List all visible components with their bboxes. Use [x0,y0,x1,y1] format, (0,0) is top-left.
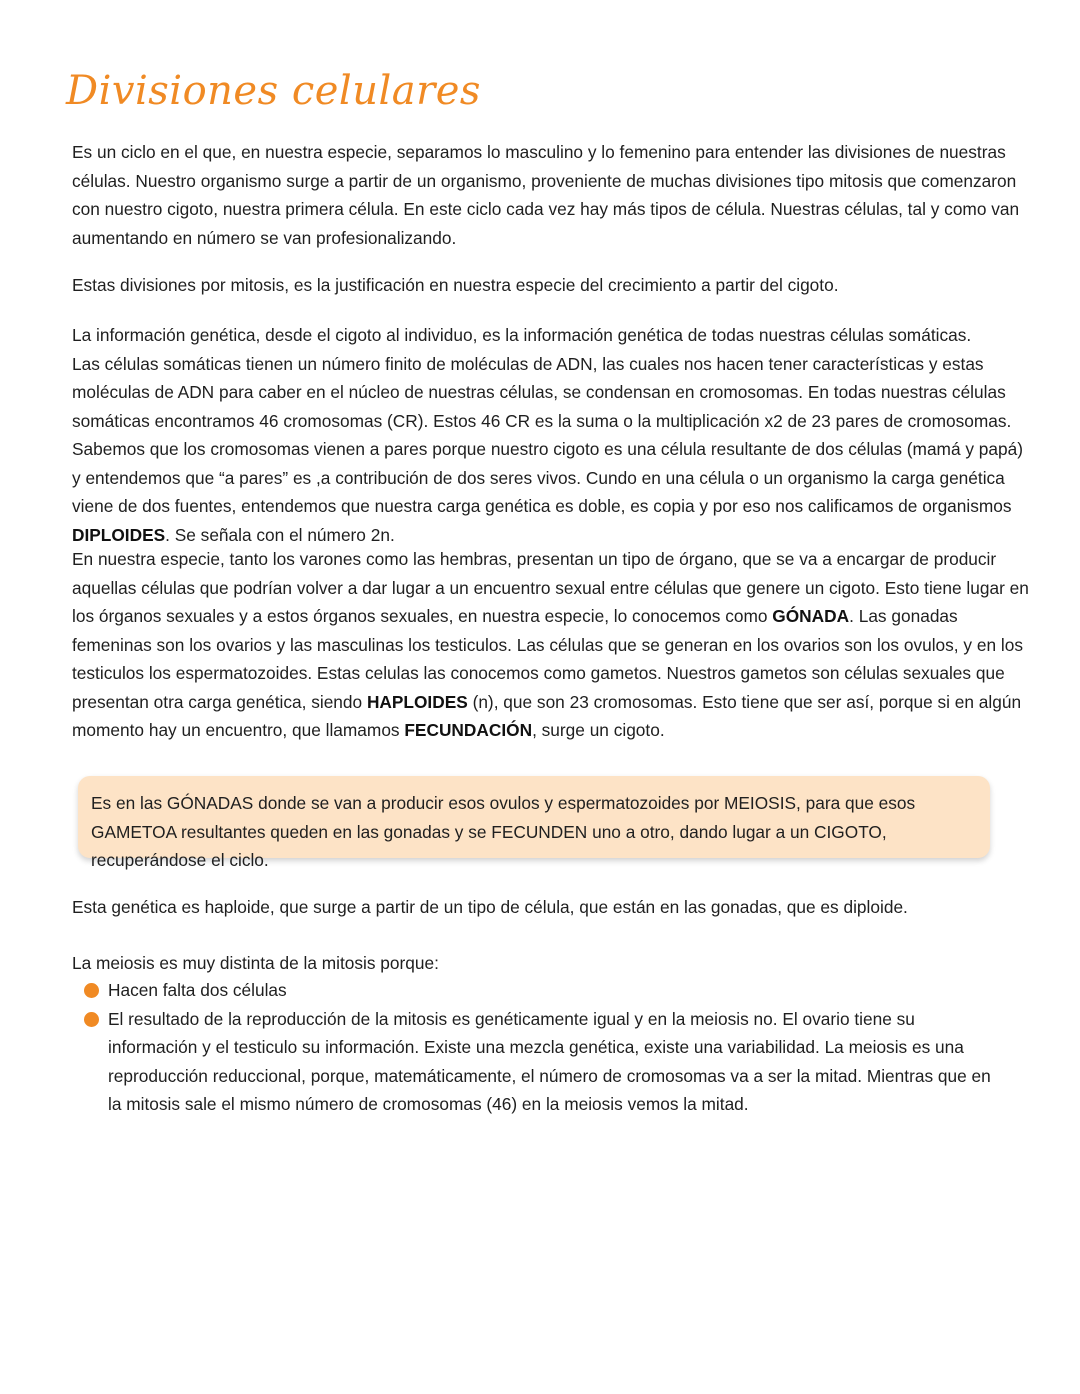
callout-text: Es en las GÓNADAS donde se van a producir esos ovulos y espermatozoides por MEIOSIS, para que esos GAMETOA resultantes queden en las gonadas y se FECUNDEN uno a otro, dando lugar a un CIGOTO, recuperándose el ciclo. [91,793,916,870]
intro-paragraph: Es un ciclo en el que, en nuestra especie, separamos lo masculino y lo femenino para entender las divisiones de nuestras células. Nuestro organismo surge a partir de un organismo, proveniente de muchas divisiones tipo mitosis que comenzaron con nuestro cigoto, nuestra primera célula. En este ciclo cada vez hay más tipos de célula. Nuestras células, tal y como van aumentando en número se van profesionalizando. [72,142,1020,248]
gonads-text-4: , surge un cigoto. [532,720,665,740]
genetic-info-line: La información genética, desde el cigoto al individuo, es la información genética de todas nuestras células somáticas. [72,325,972,345]
bullet-dot-icon [84,1012,99,1027]
list-item-text: El resultado de la reproducción de la mitosis es genéticamente igual y en la meiosis no. El ovario tiene su información y el testiculo su información. Existe una mezcla genética, existe una variabilidad. La meiosis es una reproducción reduccional, porque, matemáticamente, el número de cromosomas va a ser la mitad. Mientras que en la mitosis sale el mismo número de cromosomas (46) en la meiosis vemos la mitad. [108,1008,991,1114]
list-item [84,976,1004,1005]
gonads-text-2: . Las gonadas femeninas son los ovarios y las masculinas los testiculos. Las células que se generan en los ovarios son los ovulos, y en los testiculos los espermatozoides. Estas celulas las conocemos como gametos. Nuestros gametos son células sexuales que presentan otra carga genética, siendo [72,606,1023,712]
gonads-text-3: (n), que son 23 cromosomas. Esto tiene que ser así, porque si en algún momento hay un encuentro, que llamamos [72,691,1022,740]
gonads-paragraph [72,545,1032,745]
gonada-term: GÓNADA [772,606,850,626]
page-title: Divisiones celulares [66,68,481,114]
diploid-notation-text: . Se señala con el número 2n. [165,524,395,545]
mitosis-growth-paragraph: Estas divisiones por mitosis, es la justificación en nuestra especie del crecimiento a partir del cigoto. [72,275,839,295]
list-item [84,1005,1004,1119]
diploides-term: DIPLOIDES [72,524,166,545]
haploides-term: HAPLOIDES [366,691,468,712]
gonads-text-1: En nuestra especie, tanto los varones como las hembras, presentan un tipo de órgano, que se va a encargar de producir aquellas células que podrían volver a dar lugar a un encuentro sexual entre células que genere un cigoto. Esto tiene lugar en los órganos sexuales y a estos órganos sexuales, en nuestra especie, lo conocemos como [72,549,1029,626]
somatic-cells-paragraph [72,321,1032,549]
haploid-origin-paragraph: Esta genética es haploide, que surge a partir de un tipo de célula, que están en las gonadas, que es diploide. [72,897,908,917]
bullet-dot-icon [84,983,99,998]
chromosome-text: Las células somáticas tienen un número finito de moléculas de ADN, las cuales nos hacen tener características y estas moléculas de ADN para caber en el núcleo de nuestras células, se condensan en cromosomas. En todas nuestras células somáticas encontramos 46 cromosomas (CR). Estos 46 CR es la suma o la multiplicación x2 de 23 pares de cromosomas. Sabemos que los cromosomas vienen a pares porque nuestro cigoto es una célula resultante de dos células (mamá y papá) y entendemos que “a pares” es ,a contribución de dos seres vivos. Cundo en una célula o un organismo la carga genética viene de dos fuentes, entendemos que nuestra carga genética es doble, es copia y por eso nos calificamos de organismos [72,353,1024,516]
highlight-callout-box [78,776,990,870]
list-item-text: Hacen falta dos células [108,980,287,1000]
meiosis-differences-list [84,976,1004,1119]
meiosis-intro-paragraph: La meiosis es muy distinta de la mitosis porque: [72,953,439,973]
fecundacion-term: FECUNDACIÓN [404,720,533,740]
